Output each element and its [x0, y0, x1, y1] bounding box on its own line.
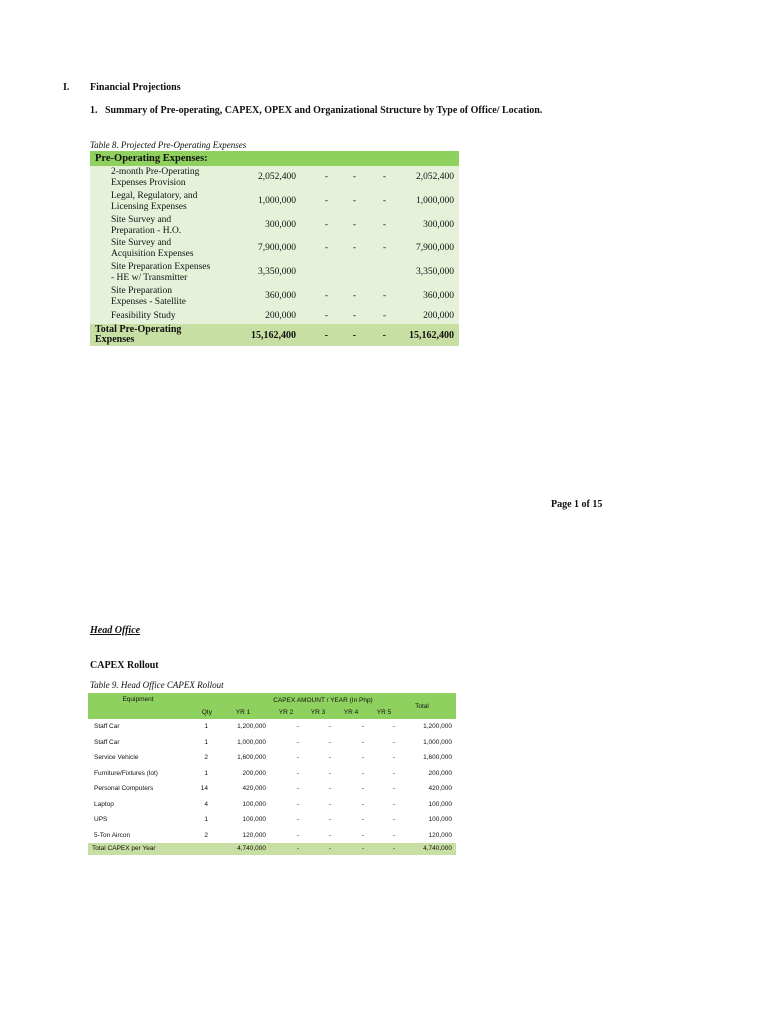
table9-yr5: -: [392, 800, 396, 808]
table8-row-dash: -: [352, 291, 356, 301]
table9-yr2: -: [296, 754, 300, 761]
table9-qty: 2: [204, 754, 208, 761]
table8-row-yr1: 2,052,400: [258, 172, 296, 182]
table9-yr1: 1,000,000: [237, 738, 266, 746]
subsection-number: 1.: [90, 105, 98, 116]
table9-row: [88, 735, 456, 751]
table8-row-dash: -: [352, 243, 356, 253]
table8-total-row: [90, 324, 459, 346]
table9-total: 1,600,000: [423, 754, 452, 761]
table8-row-label: Site Survey and Acquisition Expenses: [111, 238, 194, 259]
table9-row: [88, 719, 456, 735]
table8-total-dash: -: [352, 330, 356, 341]
table9-yr3: -: [328, 723, 332, 730]
table9-yr4: -: [361, 738, 365, 746]
table9-row: [88, 812, 456, 828]
table8-row: [90, 285, 459, 309]
col-yr1: YR 1: [235, 709, 251, 716]
table8-row: [90, 190, 459, 214]
table9-yr1: 100,000: [242, 816, 266, 823]
table8-row-dash: -: [352, 172, 356, 182]
table9-yr4: -: [361, 800, 365, 808]
table9-total: 200,000: [428, 769, 452, 777]
table9-yr1: 420,000: [242, 785, 266, 792]
table9-qty: 1: [204, 738, 208, 746]
table8-row-dash: -: [324, 196, 328, 206]
table9-qty: 1: [204, 723, 208, 730]
table9-yr5: -: [392, 785, 396, 792]
table9-yr4: -: [361, 769, 365, 777]
table9-yr2: -: [296, 800, 300, 808]
table8-row-total: 7,900,000: [416, 243, 454, 253]
table8-body: [90, 166, 459, 324]
capex-rollout-heading: CAPEX Rollout: [90, 660, 159, 671]
table8-row-label: Site Survey and Preparation - H.O.: [111, 215, 182, 236]
table8-row-yr1: 7,900,000: [258, 243, 296, 253]
table9-yr5: -: [392, 769, 396, 777]
table8-row-dash: -: [352, 196, 356, 206]
table9-body: [88, 719, 456, 843]
table8-row-yr1: 300,000: [265, 220, 296, 230]
table9-total-total: 4,740,000: [423, 845, 452, 852]
table8-row-dash: -: [352, 220, 356, 230]
table9-qty: 4: [204, 800, 208, 808]
table9-total-row: [88, 843, 456, 855]
table8-row-total: 3,350,000: [416, 267, 454, 277]
col-total: Total: [415, 703, 429, 710]
table9-yr3: -: [328, 800, 332, 808]
table9-caption: Table 9. Head Office CAPEX Rollout: [90, 680, 224, 690]
col-qty: Qty: [201, 709, 212, 716]
table8-total-yr1: 15,162,400: [251, 330, 296, 341]
table8-row-total: 200,000: [423, 311, 454, 321]
table9-yr3: -: [328, 831, 332, 839]
table8-row-label: Site Preparation Expenses - HE w/ Transmitter: [111, 262, 211, 283]
table9-yr1: 1,200,000: [237, 723, 266, 730]
preoperating-expenses-table: [90, 151, 459, 346]
table8-row-dash: -: [324, 243, 328, 253]
table9-total: 100,000: [428, 816, 452, 823]
table9-yr2: -: [296, 769, 300, 777]
table8-row-total: 2,052,400: [416, 172, 454, 182]
table9-row: [88, 781, 456, 797]
table9-total-label: Total CAPEX per Year: [92, 845, 156, 852]
table8-row: [90, 166, 459, 190]
table9-yr1: 100,000: [242, 800, 266, 808]
table8-row-yr1: 3,350,000: [258, 267, 296, 277]
table9-yr5: -: [392, 816, 396, 823]
table8-row-total: 1,000,000: [416, 196, 454, 206]
table8-row-dash: -: [382, 311, 386, 321]
table8-row-dash: -: [382, 243, 386, 253]
table9-yr2: -: [296, 831, 300, 839]
table9-yr4: -: [361, 754, 365, 761]
page-number: Page 1 of 15: [551, 499, 603, 510]
table9-yr3: -: [328, 785, 332, 792]
table8-row-dash: -: [324, 311, 328, 321]
table9-total-yr1: 4,740,000: [237, 845, 266, 852]
table9-total-yr3: -: [328, 845, 332, 852]
table9-yr3: -: [328, 769, 332, 777]
table9-qty: 2: [204, 831, 208, 839]
table8-row-yr1: 360,000: [265, 291, 296, 301]
table9-yr3: -: [328, 754, 332, 761]
table9-qty: 1: [204, 816, 208, 823]
table8-row-label: 2-month Pre-Operating Expenses Provision: [111, 167, 200, 188]
table8-row-yr1: 1,000,000: [258, 196, 296, 206]
table9-total: 100,000: [428, 800, 452, 808]
table8-total-total: 15,162,400: [409, 330, 454, 341]
table8-row-total: 300,000: [423, 220, 454, 230]
table9-yr2: -: [296, 816, 300, 823]
table9-yr5: -: [392, 754, 396, 761]
col-yr2: YR 2: [278, 709, 294, 716]
col-equipment: Equipment: [122, 696, 154, 703]
table8-row-yr1: 200,000: [265, 311, 296, 321]
table9-yr5: -: [392, 738, 396, 746]
table9-yr4: -: [361, 816, 365, 823]
table8-row-dash: -: [382, 220, 386, 230]
table9-row: [88, 750, 456, 766]
table8-row-dash: -: [324, 220, 328, 230]
head-office-capex-table: [88, 693, 456, 855]
table8-total-dash: -: [324, 330, 328, 341]
table9-item: Staff Car: [94, 723, 120, 730]
table9-yr1: 200,000: [242, 769, 266, 777]
section-title: Financial Projections: [90, 82, 181, 93]
subsection-title: Summary of Pre-operating, CAPEX, OPEX and Organizational Structure by Type of Office/ Location.: [105, 105, 543, 116]
table9-yr2: -: [296, 785, 300, 792]
table8-row-label: Legal, Regulatory, and Licensing Expenses: [111, 191, 198, 212]
table9-item: UPS: [94, 816, 108, 823]
table9-header: [88, 693, 456, 719]
table9-total: 420,000: [428, 785, 452, 792]
table9-item: Personal Computers: [94, 785, 154, 792]
table9-item: Laptop: [94, 800, 114, 808]
table8-row-dash: -: [324, 172, 328, 182]
table8-row: [90, 237, 459, 261]
table8-row-total: 360,000: [423, 291, 454, 301]
table9-yr3: -: [328, 738, 332, 746]
table8-row-dash: -: [324, 291, 328, 301]
table9-yr2: -: [296, 738, 300, 746]
table9-yr4: -: [361, 831, 365, 839]
table8-row-label: Feasibility Study: [111, 311, 176, 321]
table9-qty: 1: [204, 769, 208, 777]
col-yr3: YR 3: [310, 709, 326, 716]
table9-yr4: -: [361, 785, 365, 792]
table8-row: [90, 261, 459, 285]
table9-total: 1,000,000: [423, 738, 452, 746]
table9-total-yr2: -: [296, 845, 300, 852]
table9-total: 1,200,000: [423, 723, 452, 730]
table9-item: Service Vehicle: [94, 754, 139, 761]
table9-yr1: 1,600,000: [237, 754, 266, 761]
table8-header: Pre-Operating Expenses:: [90, 151, 459, 166]
table9-item: Furniture/Fixtures (lot): [94, 769, 158, 777]
table8-row-dash: -: [352, 311, 356, 321]
table9-yr2: -: [296, 723, 300, 730]
table9-qty: 14: [200, 785, 208, 792]
table9-total-yr4: -: [361, 845, 365, 852]
table9-yr3: -: [328, 816, 332, 823]
table9-item: Staff Car: [94, 738, 120, 746]
table8-total-dash: -: [382, 330, 386, 341]
table9-item: 5-Ton Aircon: [94, 831, 131, 839]
table8-row: [90, 214, 459, 237]
table9-yr4: -: [361, 723, 365, 730]
table8-row-label: Site Preparation Expenses - Satellite: [111, 286, 186, 307]
table9-yr1: 120,000: [242, 831, 266, 839]
table9-row: [88, 828, 456, 844]
table9-total-yr5: -: [392, 845, 396, 852]
col-yr4: YR 4: [343, 709, 359, 716]
table9-yr5: -: [392, 723, 396, 730]
section-numeral: I.: [63, 82, 70, 93]
table9-row: [88, 797, 456, 813]
table9-yr5: -: [392, 831, 396, 839]
table8-row-dash: -: [382, 172, 386, 182]
table9-row: [88, 766, 456, 782]
table8-row: [90, 309, 459, 324]
table8-row-dash: -: [382, 196, 386, 206]
table8-caption: Table 8. Projected Pre-Operating Expenses: [90, 140, 247, 150]
table8-total-label: Total Pre-Operating Expenses: [95, 324, 182, 345]
table9-total: 120,000: [428, 831, 452, 839]
col-capex-group: CAPEX AMOUNT / YEAR (In Php): [273, 697, 373, 704]
col-yr5: YR 5: [376, 709, 392, 716]
table8-row-dash: -: [382, 291, 386, 301]
head-office-heading: Head Office: [90, 625, 141, 636]
